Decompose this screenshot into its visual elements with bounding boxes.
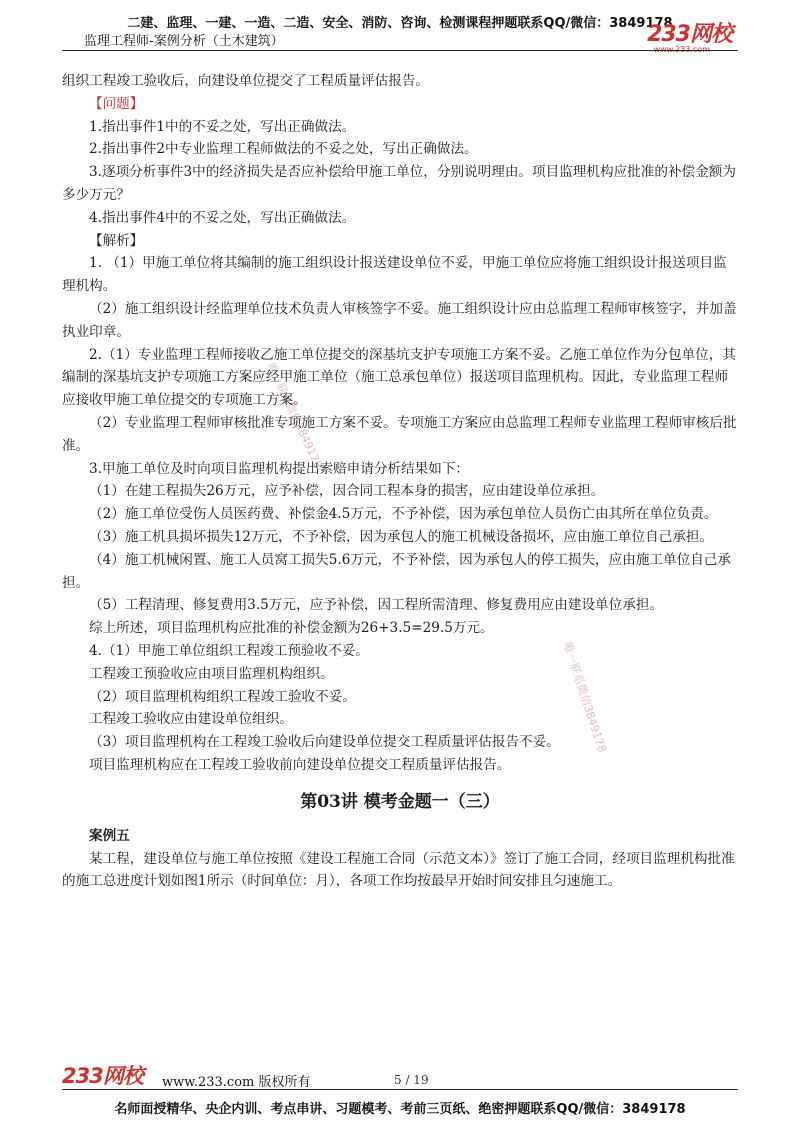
analysis-item: 综上所述，项目监理机构应批准的补偿金额为26+3.5=29.5万元。 xyxy=(89,620,494,637)
analysis-item: （2）施工单位受伤人员医药费、补偿金4.5万元，不予补偿，因为承包单位人员伤亡由其所在单位负责。 xyxy=(89,506,718,523)
footer-copyright: www.233.com 版权所有 xyxy=(162,1075,311,1090)
page-number: 5 / 19 xyxy=(394,1073,429,1087)
question-item: 1.指出事件1中的不妥之处，写出正确做法。 xyxy=(89,118,356,135)
analysis-item: 工程竣工预验收应由项目监理机构组织。 xyxy=(89,665,334,682)
question-heading: 【问题】 xyxy=(89,95,144,112)
analysis-item: 工程竣工验收应由建设单位组织。 xyxy=(89,711,293,728)
document-body xyxy=(62,70,738,893)
question-item: 2.指出事件2中专业监理工程师做法的不妥之处，写出正确做法。 xyxy=(89,141,478,158)
question-item: 3.逐项分析事件3中的经济损失是否应补偿给甲施工单位，分别说明理由。项目监理机构应批准的补偿金额为多少万元？ xyxy=(62,164,736,203)
case-text: 某工程，建设单位与施工单位按照《建设工程施工合同（示范文本）》签订了施工合同，经项目监理机构批准的施工总进度计划如图1所示（时间单位：月），各项工作均按最早开始时间安排且匀速施工。 xyxy=(62,850,735,890)
footer-bottom-line: 名师面授精华、央企内训、考点串讲、习题模考、考前三页纸、绝密押题联系QQ/微信：3849178 xyxy=(114,1102,686,1117)
analysis-item: （2）专业监理工程师审核批准专项施工方案不妥。专项施工方案应由总监理工程师专业监理工程师审核后批准。 xyxy=(62,414,737,454)
brand-logo-url: www.233.com xyxy=(653,45,710,54)
watermark-2: 唯一联系微信3849178 xyxy=(560,640,609,755)
analysis-item: 1. （1）甲施工单位将其编制的施工组织设计报送建设单位不妥，甲施工单位应将施工组织设计报送项目监理机构。 xyxy=(62,255,727,295)
analysis-item: 3.甲施工单位及时向项目监理机构提出索赔申请分析结果如下： xyxy=(89,460,469,477)
analysis-item: （4）施工机械闲置、施工人员窝工损失5.6万元，不予补偿，因为承包人的停工损失，应由施工单位自己承担。 xyxy=(62,551,731,591)
header-subtitle: 监理工程师-案例分析（土木建筑） xyxy=(84,34,284,49)
brand-logo: 233网校 xyxy=(647,22,732,47)
analysis-heading: 【解析】 xyxy=(89,232,144,249)
analysis-item: （3）施工机具损坏损失12万元，不予补偿，因为承包人的施工机械设备损坏，应由施工单位自己承担。 xyxy=(89,528,714,545)
section-title: 第03讲 模考金题一（三） xyxy=(300,791,500,812)
question-item: 4.指出事件4中的不妥之处，写出正确做法。 xyxy=(89,209,356,226)
body-line: 组织工程竣工验收后，向建设单位提交了工程质量评估报告。 xyxy=(62,73,430,89)
footer-logo: 233网校 xyxy=(62,1064,143,1088)
analysis-item: （2）项目监理机构组织工程竣工验收不妥。 xyxy=(89,688,356,705)
footer-rule xyxy=(62,1089,738,1090)
watermark-1: 唯一联系微信3849178 xyxy=(264,360,325,471)
analysis-item: 4.（1）甲施工单位组织工程竣工预验收不妥。 xyxy=(89,642,369,659)
analysis-item: （5）工程清理、修复费用3.5万元，应予补偿，因工程所需清理、修复费用应由建设单位承担。 xyxy=(89,597,664,614)
analysis-item: （1）在建工程损失26万元，应予补偿，因合同工程本身的损害，应由建设单位承担。 xyxy=(89,483,605,500)
analysis-item: （3）项目监理机构在工程竣工验收后向建设单位提交工程质量评估报告不妥。 xyxy=(89,734,560,751)
analysis-item: 2.（1）专业监理工程师接收乙施工单位提交的深基坑支护专项施工方案不妥。乙施工单位作为分包单位，其编制的深基坑支护专项施工方案应经甲施工单位（施工总承包单位）报送项目监理机构。因此，专业监理工程师应接收甲施工单位提交的专项施工方案。 xyxy=(62,346,736,409)
case-label: 案例五 xyxy=(89,827,130,844)
analysis-item: （2）施工组织设计经监理单位技术负责人审核签字不妥。施工组织设计应由总监理工程师审核签字，并加盖执业印章。 xyxy=(62,300,737,340)
header-rule xyxy=(62,50,738,51)
analysis-item: 项目监理机构应在工程竣工验收前向建设单位提交工程质量评估报告。 xyxy=(89,756,511,773)
header-top-line: 二建、监理、一建、一造、二造、安全、消防、咨询、检测课程押题联系QQ/微信：3849178 xyxy=(127,16,673,31)
